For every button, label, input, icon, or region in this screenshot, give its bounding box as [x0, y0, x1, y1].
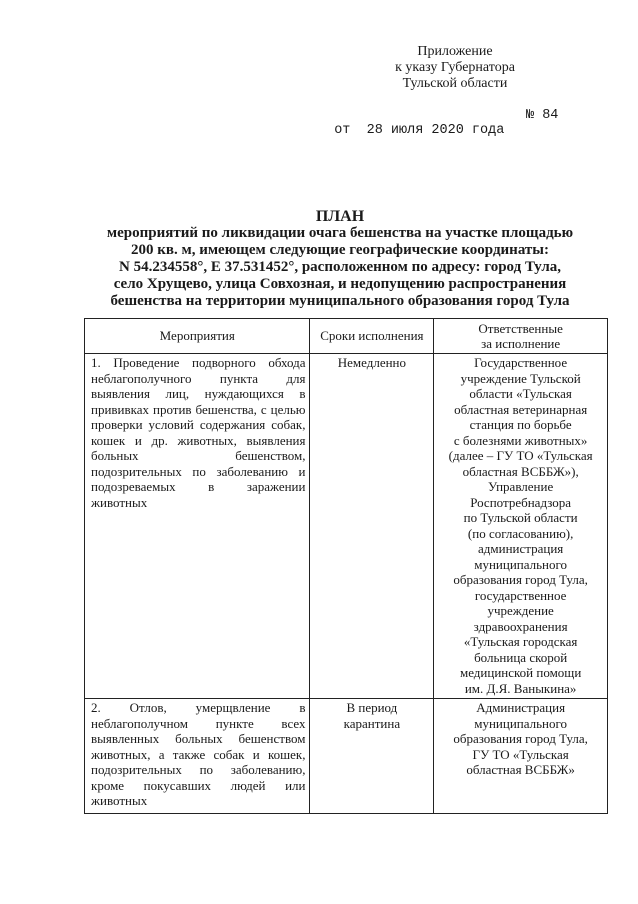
title-line: N 54.234558°, E 37.531452°, расположенном по адресу: город Тула, [118, 259, 562, 275]
responsible-line: с болезнями животных» [453, 432, 588, 448]
responsible-line: Государственное [474, 355, 568, 370]
responsible-line: государственное [474, 587, 567, 603]
table-row [85, 699, 608, 814]
header-responsible-line-1: Ответственные [478, 320, 563, 336]
decree-number: № 84 [526, 108, 559, 123]
responsible-line: (далее – ГУ ТО «Тульская [448, 448, 593, 463]
responsible-line: образования город Тула, [453, 572, 588, 587]
appendix-line-3: Тульской области [402, 76, 508, 91]
responsible-line: образования город Тула, [453, 731, 588, 746]
title-line: 200 кв. м, имеющем следующие географические координаты: [130, 242, 550, 258]
responsible-line: муниципального [474, 556, 568, 572]
responsible-line: (по согласованию), [467, 525, 574, 541]
term-line: карантина [343, 715, 401, 731]
header-responsible [434, 319, 608, 354]
term-cell: Немедленно [310, 354, 434, 699]
title-line: бешенства на территории муниципального образования город Тула [110, 293, 570, 309]
responsible-line: станция по борьбе [469, 417, 572, 432]
responsible-line: «Тульская городская [463, 634, 578, 649]
responsible-line: областная ВСББЖ»), [462, 463, 579, 479]
responsible-line: Роспотребнадзора [470, 494, 572, 510]
responsible-cell [434, 699, 608, 814]
responsible-line: ГУ ТО «Тульская [472, 746, 569, 762]
responsible-line: больница скорой [474, 649, 568, 665]
responsible-line: Администрация [476, 700, 566, 715]
measures-table [84, 318, 608, 814]
responsible-line: муниципального [474, 715, 568, 731]
measure-cell: 1. Проведение подворного обхода неблагополучного пункта для выявления лиц, нуждающихся в прививках против бешенства, с целью проверки условий содержания собак, кошек и др. животных, выявления больных бешенством, подозрительных по заболеванию и подозреваемых в заражении животных [85, 354, 310, 699]
title-heading: ПЛАН [315, 208, 365, 225]
appendix-line-1: Приложение [417, 44, 493, 59]
responsible-line: по Тульской области [463, 510, 578, 525]
title-line: мероприятий по ликвидации очага бешенства на участке площадью [106, 225, 574, 241]
responsible-line: медицинской помощи [459, 665, 582, 680]
header-terms: Сроки исполнения [310, 319, 434, 354]
decree-date: от 28 июля 2020 года [334, 123, 505, 138]
responsible-line: учреждение [487, 603, 554, 618]
responsible-line: здравоохранения [473, 618, 568, 634]
document-title [70, 208, 610, 310]
measure-cell: 2. Отлов, умерщвление в неблагополучном пункте всех выявленных больных бешенством животных, а также собак и кошек, подозрительных по заболеванию, кроме покусавших людей или животных [85, 699, 310, 814]
responsible-line: им. Д.Я. Ваныкина» [464, 680, 577, 696]
responsible-line: Управление [488, 479, 554, 494]
responsible-line: областная ВСББЖ» [466, 762, 575, 777]
table-row [85, 354, 608, 699]
responsible-line: учреждение Тульской [460, 370, 581, 386]
term-line: В период [346, 700, 398, 715]
header-responsible-line-2: за исполнение [481, 336, 561, 351]
term-cell [310, 699, 434, 814]
appendix-line-2: к указу Губернатора [395, 60, 515, 75]
responsible-cell [434, 354, 608, 699]
header-measures: Мероприятия [85, 319, 310, 354]
responsible-line: областная ветеринарная [454, 401, 588, 417]
table-header-row [85, 319, 608, 354]
decree-date-number [318, 108, 559, 153]
appendix-block [355, 44, 555, 92]
responsible-line: области «Тульская [469, 386, 572, 401]
title-line: село Хрущево, улица Совхозная, и недопущению распространения [113, 276, 567, 292]
responsible-line: администрация [478, 541, 564, 556]
